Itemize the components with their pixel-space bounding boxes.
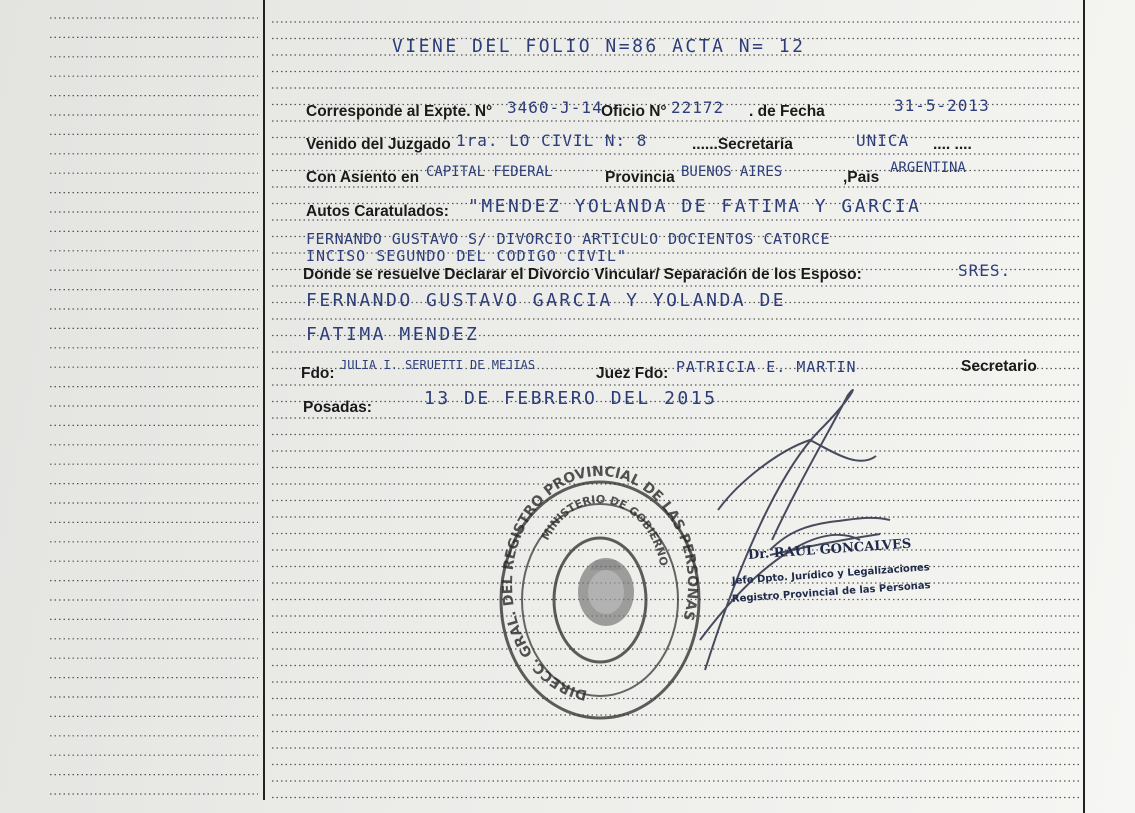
oficio-value: 22172	[671, 98, 725, 117]
juzgado-label: Venido del Juzgado	[306, 136, 451, 153]
signature-name: Dr. RAUL GONCALVES	[747, 536, 912, 563]
signature-title-2: Registro Provincial de las Personas	[731, 580, 931, 605]
autos-line-2: FERNANDO GUSTAVO S/ DIVORCIO ARTICULO DOCIENTOS CATORCE	[306, 230, 831, 248]
posadas-label: Posadas:	[303, 399, 372, 416]
autos-line-1: "MENDEZ YOLANDA DE FATIMA Y GARCIA	[468, 196, 922, 217]
resuelve-value: SRES.	[958, 261, 1012, 280]
provincia-value: BUENOS AIRES	[681, 164, 783, 180]
coat-of-arms-icon	[578, 558, 634, 626]
secretaria-label: ......Secretaría	[692, 136, 793, 153]
stamp-inner-text: MINISTERIO DE GOBIERNO	[538, 492, 671, 568]
signature-icon	[700, 390, 890, 670]
oficio-label: Oficio N°	[601, 103, 667, 120]
asiento-label: Con Asiento en	[306, 169, 420, 186]
header-note: VIENE DEL FOLIO N=86 ACTA N= 12	[392, 36, 806, 57]
fecha-value: 31-5-2013	[894, 96, 990, 115]
expte-label: Corresponde al Expte. N°	[306, 103, 493, 120]
pais-label: ,Pais	[843, 169, 880, 186]
expte-value: 3460-J-14	[507, 98, 603, 117]
fdo-label: Fdo:	[301, 365, 335, 382]
autos-label: Autos Caratulados:	[306, 203, 449, 220]
fdo-secretario-value: PATRICIA E. MARTIN	[676, 358, 857, 376]
signature-title-1: Jefe Dpto. Jurídico y Legalizaciones	[731, 562, 931, 587]
esposos-line-1: FERNANDO GUSTAVO GARCIA Y YOLANDA DE	[306, 290, 787, 311]
asiento-value: CAPITAL FEDERAL	[426, 164, 553, 180]
stamp-outer-text: DIRECC. GRAL. DEL REGISTRO PROVINCIAL DE LAS PERSONAS	[499, 463, 701, 703]
esposos-line-2: FATIMA MENDEZ	[306, 324, 480, 345]
autos-line-3: INCISO SEGUNDO DEL CODIGO CIVIL"	[306, 247, 627, 265]
provincia-label: Provincia	[605, 169, 675, 186]
juez-label: Juez Fdo:	[596, 365, 669, 382]
svg-text:MINISTERIO DE GOBIERNO	[539, 493, 671, 567]
secretaria-value: UNICA	[856, 131, 910, 150]
secretario-label: Secretario	[961, 358, 1037, 375]
dots-fill: .... ....	[933, 136, 972, 153]
posadas-value: 13 DE FEBRERO DEL 2015	[424, 388, 718, 409]
resuelve-label: Donde se resuelve Declarar el Divorcio Vincular/ Separación de los Esposo:	[303, 266, 862, 283]
pais-value: ARGENTINA	[890, 160, 966, 176]
fdo-juez-value: JULIA I. SERUETTI DE MEJIAS	[340, 358, 536, 372]
fecha-label: . de Fecha	[749, 103, 825, 120]
juzgado-value: 1ra. LO CIVIL N: 8	[456, 131, 648, 150]
